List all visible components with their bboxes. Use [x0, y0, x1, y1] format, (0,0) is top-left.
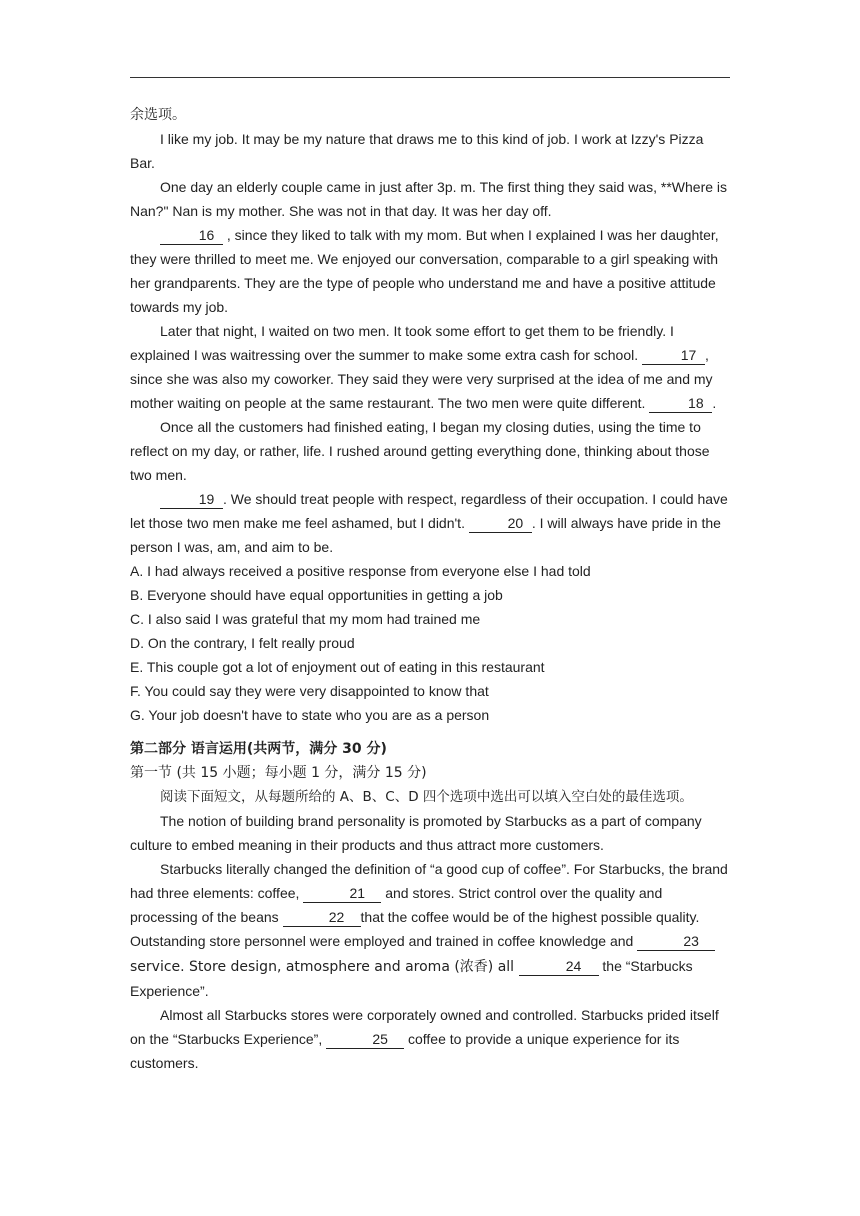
option-d: D. On the contrary, I felt really proud [130, 635, 355, 651]
paragraph-text: and stores. Strict control over the quality and processing of the beans [130, 885, 663, 925]
passage2-paragraph-1: The notion of building brand personality is promoted by Starbucks as a part of company culture to embed meaning in their products and thus attract more customers. [130, 813, 702, 853]
option-b: B. Everyone should have equal opportunities in getting a job [130, 587, 503, 603]
passage1-paragraph-1: I like my job. It may be my nature that draws me to this kind of job. I work at Izzy's Pizza Bar. [130, 131, 704, 171]
option-c: C. I also said I was grateful that my mom had trained me [130, 611, 481, 627]
intro-tail: 余选项。 [130, 107, 186, 123]
blank-23[interactable]: 23 [637, 932, 715, 951]
header-rule [130, 77, 730, 78]
options-list [130, 559, 730, 727]
paragraph-text: the “Starbucks Experience”. [130, 958, 693, 999]
paragraph-text: service. Store design, atmosphere and aroma (浓香) all [130, 959, 519, 975]
blank-16[interactable]: 16 [160, 226, 223, 245]
paragraph-text: . [712, 395, 717, 411]
passage1-paragraph-6 [130, 487, 730, 559]
document-body [130, 103, 730, 1075]
option-g: G. Your job doesn't have to state who you are as a person [130, 707, 490, 723]
paragraph-text: Later that night, I waited on two men. It took some effort to get them to be friendly. I explained I was waitressing over the summer to make some extra cash for school. [130, 323, 674, 363]
blank-21[interactable]: 21 [303, 884, 381, 903]
blank-17[interactable]: 17 [642, 346, 705, 365]
part2-instruction: 阅读下面短文，从每题所给的 A、B、C、D 四个选项中选出可以填入空白处的最佳选项。 [160, 789, 693, 805]
blank-24[interactable]: 24 [519, 957, 599, 976]
passage1-paragraph-3 [130, 223, 730, 319]
paragraph-text: , since she was also my coworker. They said they were very surprised at the idea of me and my mother waiting on people at the same restaurant. The two men were quite different. [130, 347, 713, 411]
paragraph-text: , since they liked to talk with my mom. But when I explained I was her daughter, they were thrilled to meet me. We enjoyed our conversation, comparable to a girl speaking with her grandparents. They are the type of people who understand me and have a positive attitude towards my job. [130, 227, 719, 315]
blank-19[interactable]: 19 [160, 490, 223, 509]
paragraph-text: . I will always have pride in the person I was, am, and aim to be. [130, 515, 721, 555]
blank-18[interactable]: 18 [649, 394, 712, 413]
passage1-paragraph-5: Once all the customers had finished eating, I began my closing duties, using the time to reflect on my day, or rather, life. I rushed around getting everything done, thinking about those two men. [130, 419, 710, 483]
blank-25[interactable]: 25 [326, 1030, 404, 1049]
option-a: A. I had always received a positive response from everyone else I had told [130, 563, 591, 579]
blank-20[interactable]: 20 [469, 514, 532, 533]
paragraph-text: Starbucks literally changed the definition of “a good cup of coffee”. For Starbucks, the brand had three elements: coffee, [130, 861, 728, 901]
option-e: E. This couple got a lot of enjoyment out of eating in this restaurant [130, 659, 545, 675]
paragraph-text: . We should treat people with respect, regardless of their occupation. I could have let those two men make me feel ashamed, but I didn't. [130, 491, 728, 531]
option-f: F. You could say they were very disappointed to know that [130, 683, 489, 699]
blank-22[interactable]: 22 [283, 908, 361, 927]
passage1-paragraph-2: One day an elderly couple came in just after 3p. m. The first thing they said was, **Where is Nan?" Nan is my mother. She was not in that day. It was her day off. [130, 179, 728, 219]
part2-section: 第一节 (共 15 小题；每小题 1 分，满分 15 分) [130, 765, 427, 781]
passage2-paragraph-3 [130, 1003, 730, 1075]
passage1-paragraph-4 [130, 319, 730, 415]
paragraph-text: coffee to provide a unique experience for its customers. [130, 1031, 680, 1071]
passage2-paragraph-2 [130, 857, 730, 1003]
part2-title: 第二部分 语言运用(共两节，满分 30 分) [130, 741, 387, 757]
paragraph-text: Almost all Starbucks stores were corporately owned and controlled. Starbucks prided itself on the “Starbucks Experience”, [130, 1007, 719, 1047]
paragraph-text: that the coffee would be of the highest possible quality. Outstanding store personnel were employed and trained in coffee knowledge and [130, 909, 700, 949]
